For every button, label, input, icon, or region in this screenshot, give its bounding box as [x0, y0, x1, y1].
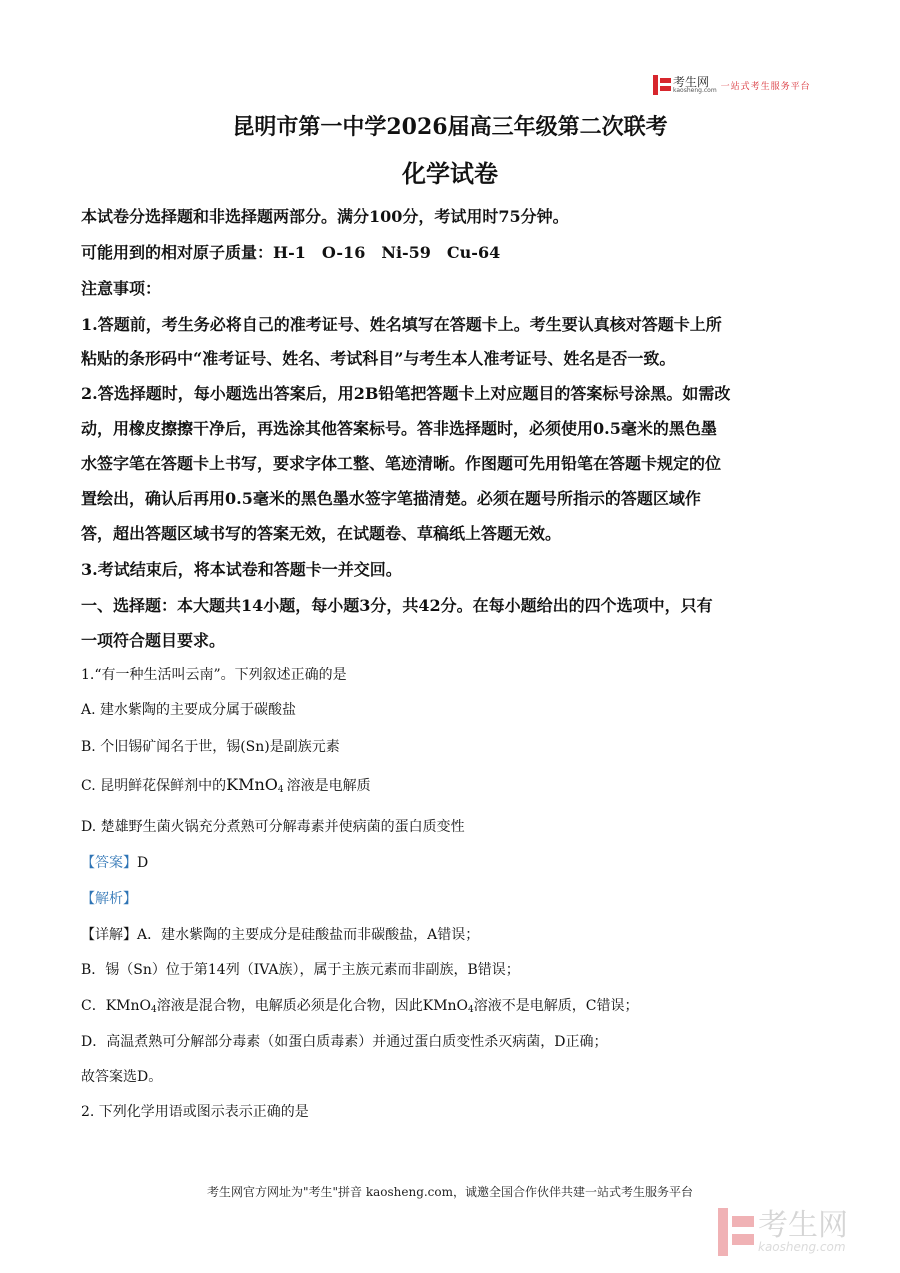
question-1-option-c: C. 昆明鲜花保鲜剂中的KMnO$_4$ 溶液是电解质: [81, 775, 371, 795]
note-2: 2.答选择题时，每小题选出答案后，用2B铅笔把答题卡上对应题目的答案标号涂黑。如需改: [81, 384, 731, 403]
watermark-name: 考生网: [758, 1208, 848, 1243]
logo-domain: kaosheng.com: [673, 87, 717, 94]
notes-title: 注意事项：: [81, 279, 162, 298]
detail-c: C．KMnO$_4$溶液是混合物，电解质必须是化合物，因此KMnO$_4$溶液不是电解质，C错误；: [81, 998, 639, 1015]
question-1-stem: 1.“有一种生活叫云南”。下列叙述正确的是: [81, 667, 347, 683]
section-heading-cont: 一项符合题目要求。: [81, 631, 226, 650]
logo-slogan: 一站式考生服务平台: [720, 81, 811, 92]
answer-line: [81, 852, 148, 872]
analysis-label: 【解析】: [81, 891, 137, 907]
conclusion: 故答案选D。: [81, 1069, 163, 1085]
detail-a: 【详解】A．建水紫陶的主要成分是硅酸盐而非碳酸盐，A错误；: [81, 927, 480, 943]
kaosheng-logo-icon: [653, 75, 671, 95]
kaosheng-watermark: [718, 1208, 848, 1256]
note-3: 3.考试结束后，将本试卷和答题卡一并交回。: [81, 560, 402, 579]
note-2-cont: 水签字笔在答题卡上书写，要求字体工整、笔迹清晰。作图题可先用铅笔在答题卡规定的位: [81, 454, 722, 473]
logo-name: 考生网: [673, 75, 710, 89]
exam-subtitle: 化学试卷: [402, 159, 498, 188]
detail-b: B．锡（Sn）位于第14列（IVA族），属于主族元素而非副族，B错误；: [81, 962, 520, 978]
kaosheng-watermark-icon: [718, 1208, 754, 1256]
kaosheng-logo: [653, 74, 811, 96]
atomic-mass-line: 可能用到的相对原子质量：H-1 O-16 Ni-59 Cu-64: [81, 243, 501, 262]
question-1-option-d: D. 楚雄野生菌火锅充分煮熟可分解毒素并使病菌的蛋白质变性: [81, 819, 465, 835]
note-2-cont: 置绘出，确认后再用0.5毫米的黑色墨水签字笔描清楚。必须在题号所指示的答题区域作: [81, 489, 701, 508]
answer-label: 【答案】: [81, 855, 137, 871]
page-footer: 考生网官方网址为"考生"拼音 kaosheng.com，诚邀全国合作伙伴共建一站式考生服务平台: [206, 1185, 694, 1199]
note-1-cont: 粘贴的条形码中“准考证号、姓名、考试科目”与考生本人准考证号、姓名是否一致。: [81, 349, 676, 368]
detail-d: D．高温煮熟可分解部分毒素（如蛋白质毒素）并通过蛋白质变性杀灭病菌，D正确；: [81, 1034, 608, 1050]
note-2-cont: 答，超出答题区域书写的答案无效，在试题卷、草稿纸上答题无效。: [81, 524, 562, 543]
intro-line: 本试卷分选择题和非选择题两部分。满分100分，考试用时75分钟。: [81, 207, 569, 226]
watermark-domain: kaosheng.com: [758, 1240, 846, 1254]
exam-title: 昆明市第一中学2026届高三年级第二次联考: [232, 114, 668, 140]
question-1-option-a: A. 建水紫陶的主要成分属于碳酸盐: [81, 702, 297, 718]
detail-label: 【详解】: [81, 927, 137, 943]
answer-value: D: [137, 855, 149, 871]
question-2-stem: 2. 下列化学用语或图示表示正确的是: [81, 1104, 309, 1120]
note-1: 1.答题前，考生务必将自己的准考证号、姓名填写在答题卡上。考生要认真核对答题卡上所: [81, 315, 722, 334]
section-heading: 一、选择题：本大题共14小题，每小题3分，共42分。在每小题给出的四个选项中，只有: [81, 596, 713, 615]
note-2-cont: 动，用橡皮擦擦干净后，再选涂其他答案标号。答非选择题时，必须使用0.5毫米的黑色墨: [81, 419, 717, 438]
question-1-option-b: B. 个旧锡矿闻名于世，锡(Sn)是副族元素: [81, 739, 340, 755]
